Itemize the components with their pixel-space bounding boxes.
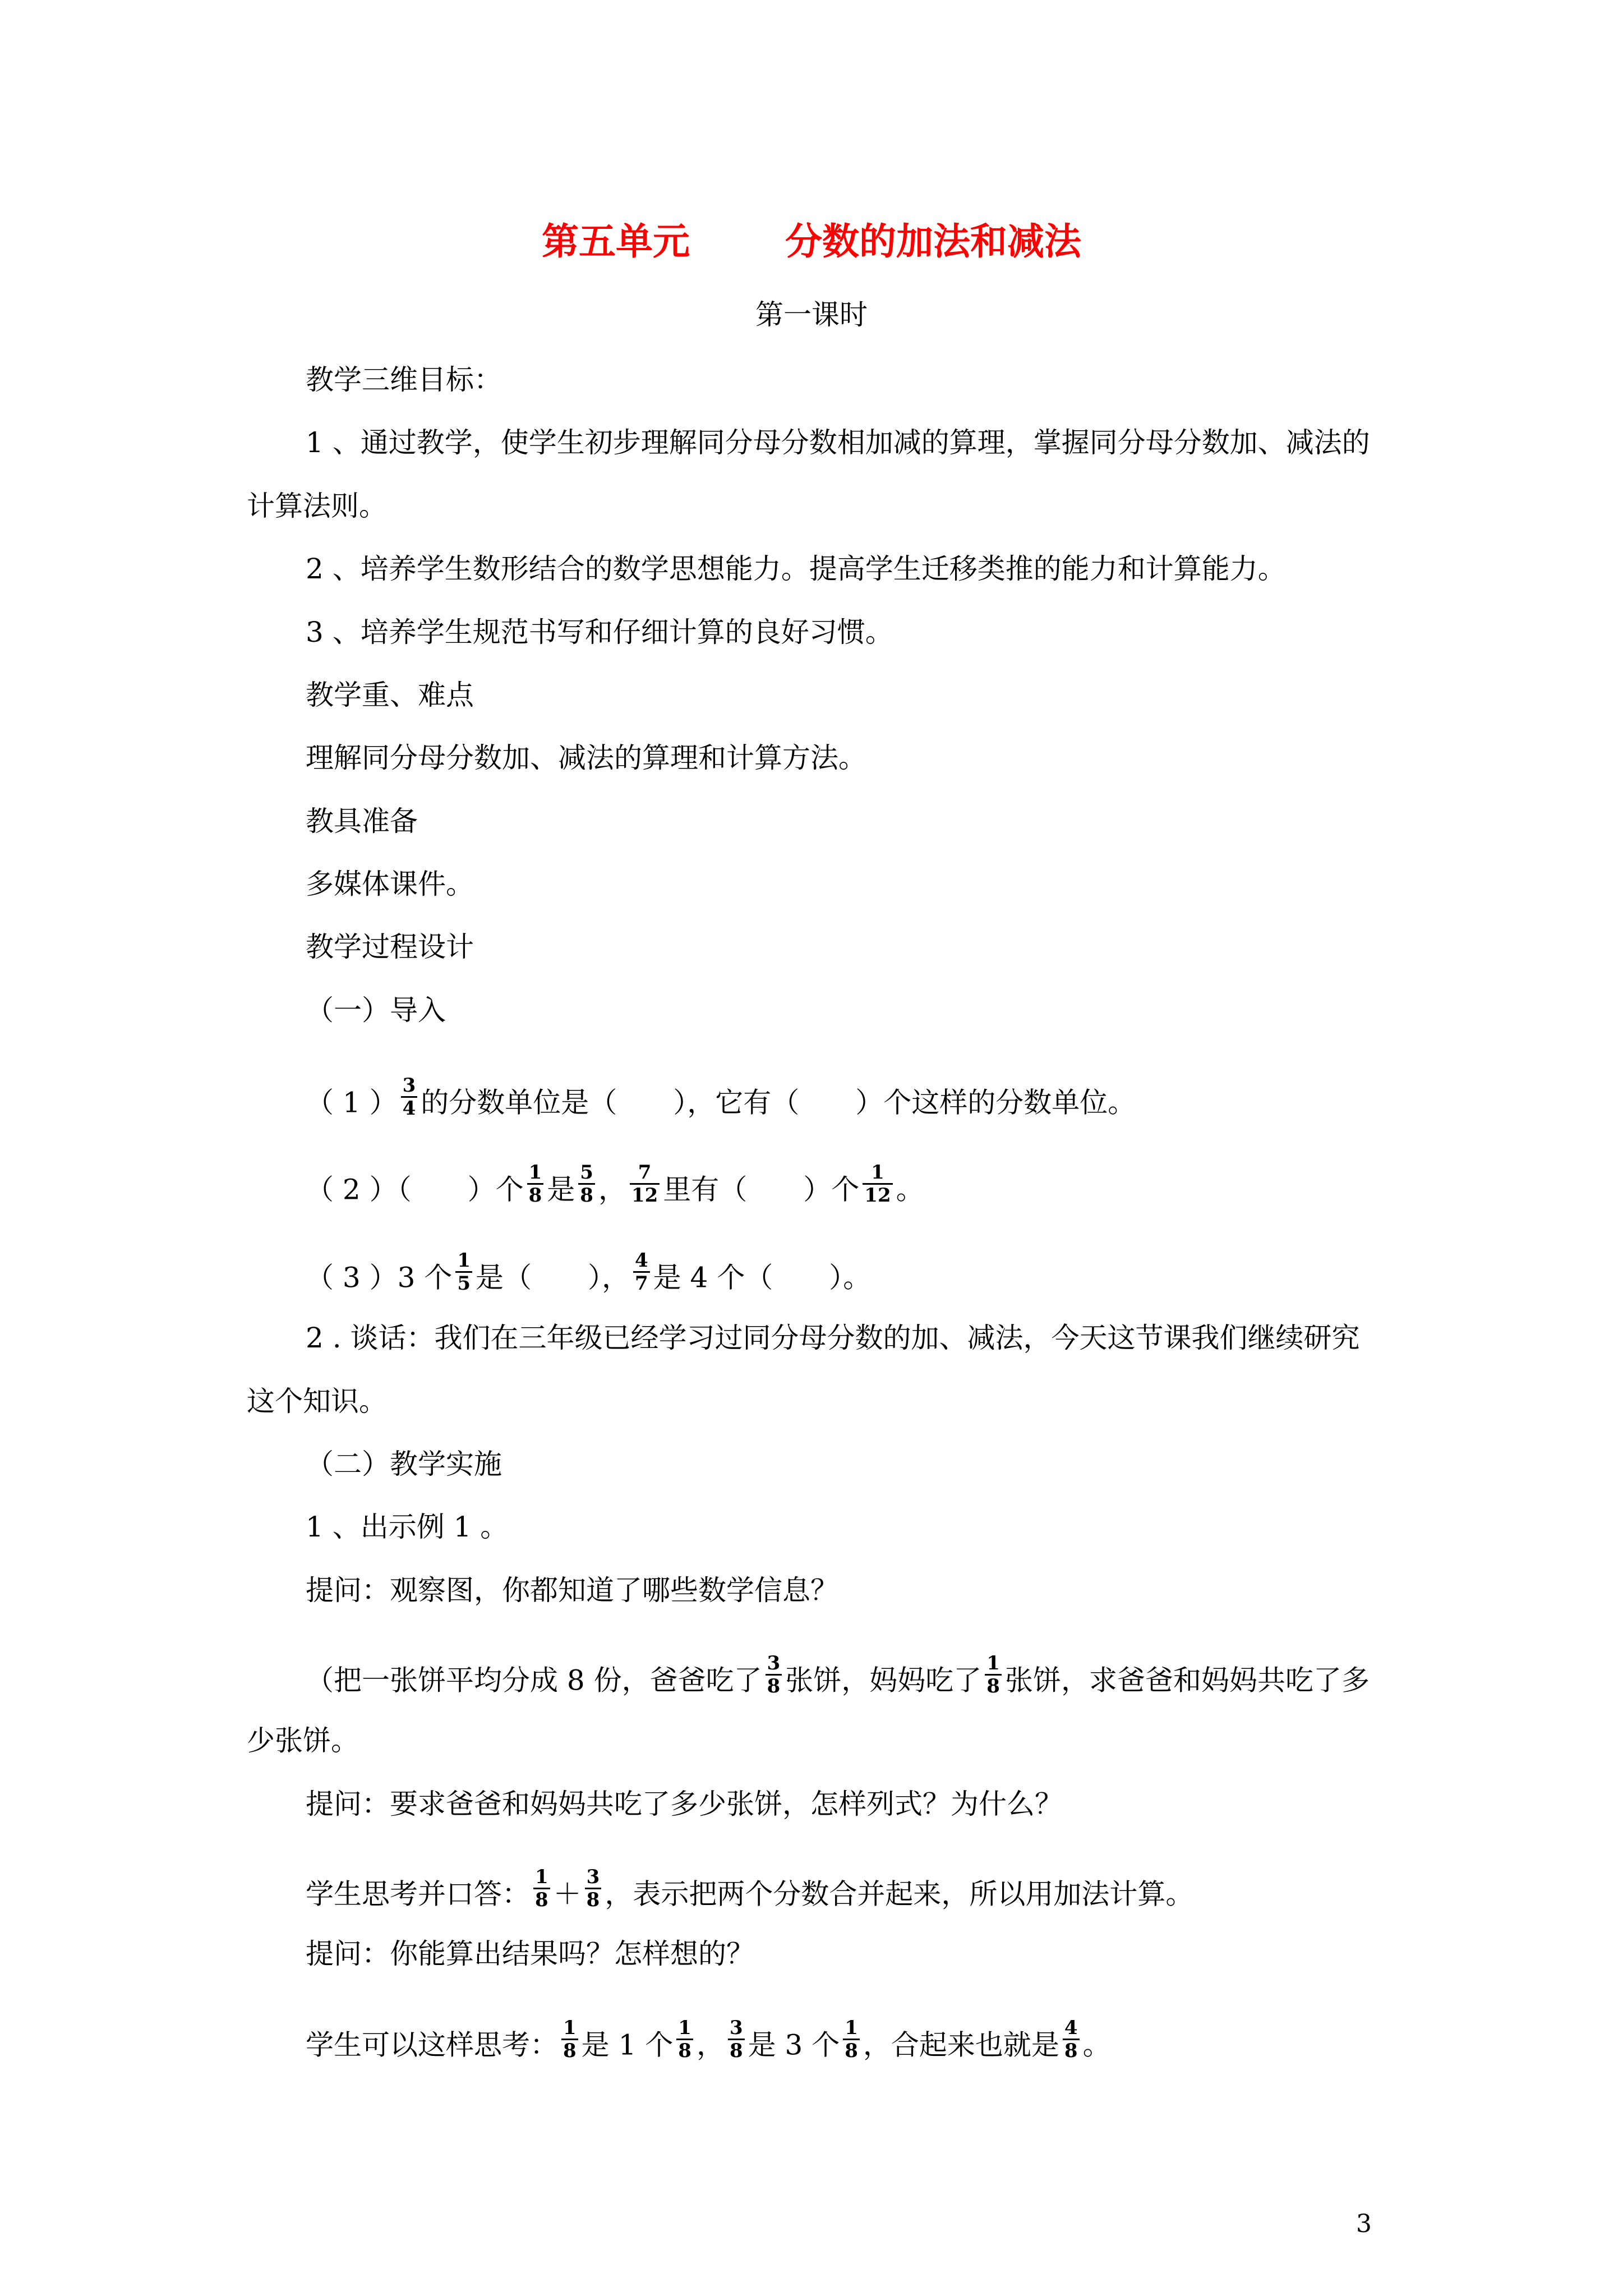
question-result: 提问：你能算出结果吗？怎样想的？: [306, 1938, 754, 1970]
fraction: $\frac{5}{8}$: [578, 1162, 595, 1206]
unit-title: [0, 219, 1623, 264]
fraction: $\frac{3}{8}$: [585, 1866, 602, 1911]
fraction: $\frac{3}{4}$: [401, 1075, 418, 1119]
fraction: $\frac{4}{7}$: [633, 1250, 650, 1294]
fraction: $\frac{1}{8}$: [561, 2017, 578, 2062]
goal-1-line-2: 计算法则。: [247, 490, 387, 522]
implementation-heading: （二）教学实施: [306, 1448, 502, 1480]
goals-heading: 教学三维目标：: [306, 364, 502, 396]
unit-title-part1: 第五单元: [542, 219, 690, 263]
question-equation: 提问：要求爸爸和妈妈共吃了多少张饼，怎样列式？为什么？: [306, 1788, 1063, 1820]
goal-3: 3 、培养学生规范书写和仔细计算的良好习惯。: [306, 616, 893, 648]
lesson-subtitle: 第一课时: [755, 298, 868, 331]
key-points-text: 理解同分母分数加、减法的算理和计算方法。: [306, 742, 866, 774]
tools-heading: 教具准备: [306, 805, 418, 838]
talk-line-2: 这个知识。: [247, 1385, 387, 1418]
intro-heading: （一）导入: [306, 994, 446, 1027]
question-2: （ 2 ）（ ）个 $\frac{1}{8}$ 是 $\frac{5}{8}$ ， $\frac{7}{12}$ 里有（ ）个 $\frac{1}{12}$ 。: [306, 1161, 924, 1207]
question-3: （ 3 ）3 个 $\frac{1}{5}$ 是（ ）， $\frac{4}{7}$ 是 4 个（ ）。: [306, 1249, 872, 1295]
fraction: $\frac{3}{8}$: [728, 2017, 745, 2062]
goal-2: 2 、培养学生数形结合的数学思想能力。提高学生迁移类推的能力和计算能力。: [306, 553, 1286, 585]
fraction: $\frac{1}{8}$: [676, 2017, 693, 2062]
fraction: $\frac{7}{12}$: [630, 1162, 660, 1206]
info-line-1: （把一张饼平均分成 8 份，爸爸吃了 $\frac{3}{8}$ 张饼，妈妈吃了 $\frac{1}{8}$ 张饼，求爸爸和妈妈共吃了多: [306, 1652, 1370, 1697]
fraction: $\frac{1}{12}$: [863, 1162, 892, 1206]
fraction: $\frac{3}{8}$: [766, 1653, 782, 1697]
fraction: $\frac{4}{8}$: [1063, 2017, 1080, 2062]
question-observe: 提问：观察图，你都知道了哪些数学信息？: [306, 1574, 838, 1607]
example-1: 1 、出示例 1 。: [306, 1511, 509, 1543]
page-number: 3: [1356, 2210, 1372, 2238]
fraction: $\frac{1}{8}$: [843, 2017, 860, 2062]
unit-title-part2: 分数的加法和减法: [785, 219, 1081, 263]
fraction: $\frac{1}{8}$: [533, 1866, 550, 1911]
fraction: $\frac{1}{5}$: [455, 1250, 472, 1294]
student-answer: 学生思考并口答： $\frac{1}{8}$ ＋ $\frac{3}{8}$ ，表示把两个分数合并起来，所以用加法计算。: [306, 1866, 1194, 1911]
tools-text: 多媒体课件。: [306, 868, 474, 900]
key-points-heading: 教学重、难点: [306, 679, 474, 711]
fraction: $\frac{1}{8}$: [985, 1653, 1002, 1697]
info-line-2: 少张饼。: [247, 1724, 359, 1757]
goal-1-line-1: 1 、通过教学，使学生初步理解同分母分数相加减的算理，掌握同分母分数加、减法的: [306, 426, 1370, 459]
student-thinking: 学生可以这样思考： $\frac{1}{8}$ 是 1 个 $\frac{1}{8}$ ， $\frac{3}{8}$ 是 3 个 $\frac{1}{8}$ ，合起来也就是 $\frac{4}{8}$ 。: [306, 2017, 1111, 2062]
talk-line-1: 2 . 谈话：我们在三年级已经学习过同分母分数的加、减法，今天这节课我们继续研究: [306, 1322, 1360, 1354]
question-1: （ 1 ） $\frac{3}{4}$ 的分数单位是（ ），它有（ ）个这样的分数单位。: [306, 1074, 1136, 1120]
process-heading: 教学过程设计: [306, 931, 474, 963]
fraction: $\frac{1}{8}$: [527, 1162, 544, 1206]
